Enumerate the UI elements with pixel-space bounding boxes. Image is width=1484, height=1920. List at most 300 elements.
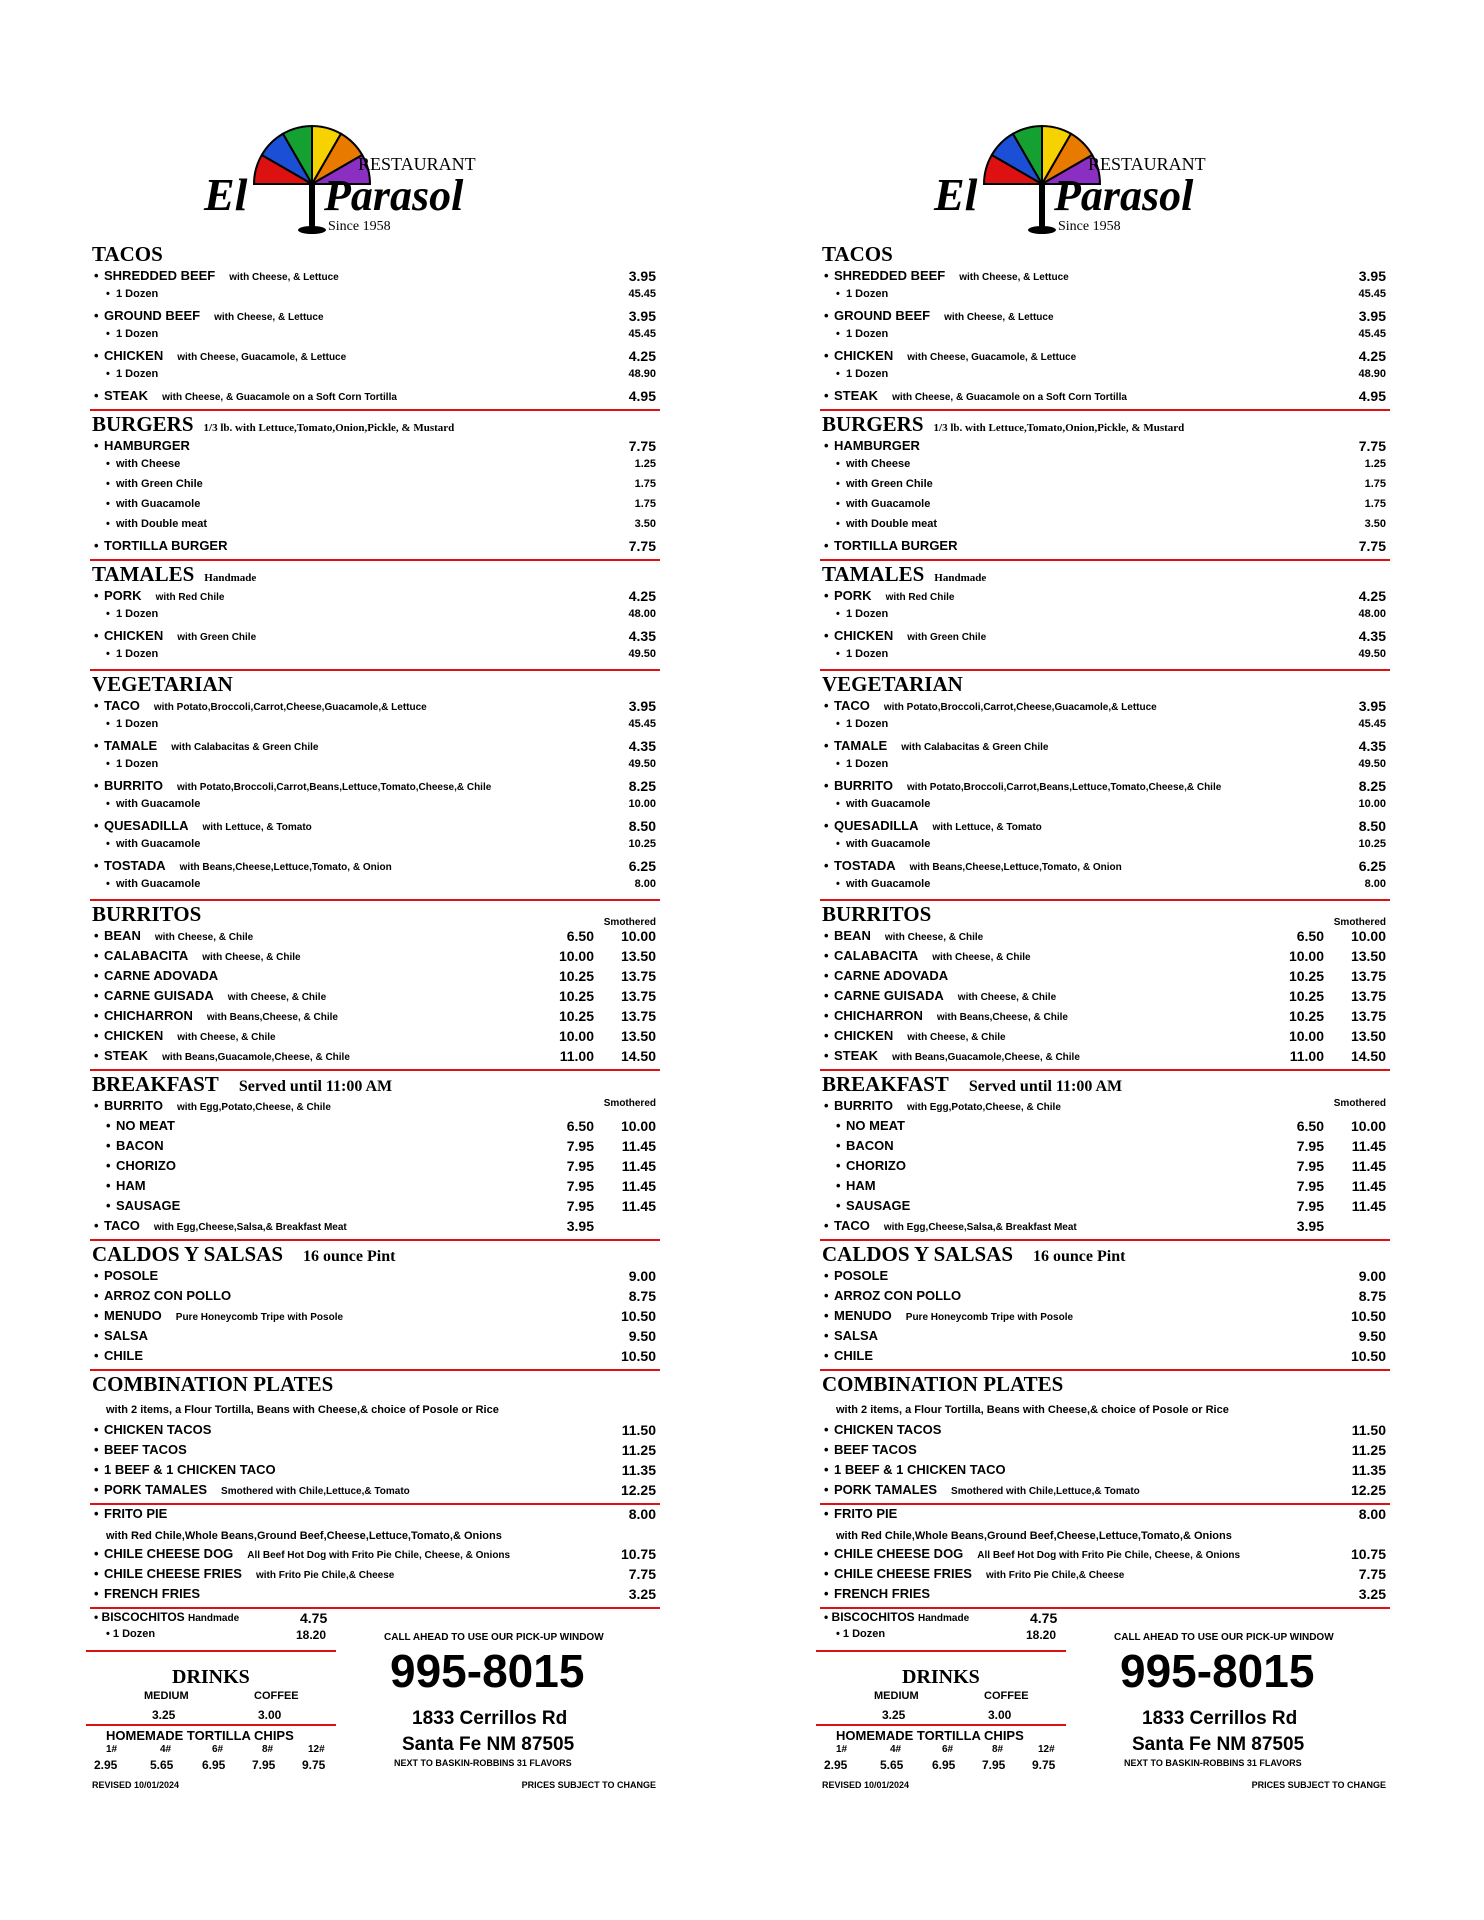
menu-item-desc: with Lettuce, & Tomato bbox=[202, 822, 312, 833]
logo-el: El bbox=[934, 169, 978, 220]
drinks-medium-label: MEDIUM bbox=[144, 1690, 189, 1702]
menu-subitem-name: • 1 Dozen bbox=[106, 648, 159, 660]
bullet-icon: • bbox=[94, 738, 99, 753]
bullet-icon: • bbox=[94, 308, 99, 323]
el-parasol-logo bbox=[930, 118, 1260, 236]
menu-item-name: • QUESADILLA bbox=[824, 818, 919, 833]
menu-item bbox=[90, 1328, 660, 1348]
menu-item-desc: with Frito Pie Chile,& Cheese bbox=[985, 1570, 1125, 1581]
menu-item-desc: with Frito Pie Chile,& Cheese bbox=[255, 1570, 395, 1581]
menu-item bbox=[90, 1008, 660, 1028]
bullet-icon: • bbox=[94, 1308, 99, 1323]
menu-item-price: 10.25 bbox=[558, 988, 594, 1004]
menu-item bbox=[90, 1462, 660, 1482]
section-title: BURGERS 1/3 lb. with Lettuce,Tomato,Onion,Pickle, & Mustard bbox=[90, 412, 660, 438]
menu-item-name: • STEAK bbox=[824, 1048, 879, 1063]
menu-item-name: • FRITO PIE bbox=[824, 1506, 898, 1521]
menu-subitem bbox=[820, 648, 1390, 668]
logo-restaurant: RESTAURANT bbox=[358, 154, 476, 174]
breakfast-option: • NO MEAT 6.50 10.00 bbox=[106, 1118, 656, 1134]
bullet-icon: • bbox=[824, 1348, 829, 1363]
menu-item-price: 10.75 bbox=[1350, 1546, 1386, 1562]
bullet-icon: • bbox=[824, 1328, 829, 1343]
breakfast-option: • SAUSAGE 7.95 11.45 bbox=[106, 1198, 656, 1214]
menu-item-desc: with Calabacitas & Green Chile bbox=[171, 742, 319, 753]
menu-item bbox=[820, 1566, 1390, 1586]
bullet-icon: • bbox=[94, 1048, 99, 1063]
menu-item-price: 10.50 bbox=[1350, 1348, 1386, 1364]
bullet-icon: • bbox=[824, 1048, 829, 1063]
address-line-2: Santa Fe NM 87505 bbox=[1132, 1734, 1305, 1755]
menu-subitem-price: 3.50 bbox=[1364, 518, 1386, 530]
menu-item-name: • TAMALE bbox=[824, 738, 888, 753]
menu-item bbox=[820, 1028, 1390, 1048]
section-title: COMBINATION PLATES bbox=[822, 1372, 1064, 1396]
menu-item-smothered-price: 13.50 bbox=[1350, 948, 1386, 964]
breakfast-option: • NO MEAT 6.50 10.00 bbox=[836, 1118, 1386, 1134]
section-title: BURRITOS Smothered bbox=[820, 902, 1390, 928]
menu-item bbox=[820, 1328, 1390, 1348]
menu-subitem-name: • with Guacamole bbox=[106, 798, 201, 810]
section-divider bbox=[90, 899, 660, 901]
umbrella-pole bbox=[1039, 182, 1045, 228]
menu-subitem bbox=[90, 838, 660, 858]
menu-subitem bbox=[90, 288, 660, 308]
chips-price: 5.65 bbox=[880, 1758, 904, 1772]
biscochitos-price: 4.75 bbox=[300, 1610, 328, 1626]
menu-item-name: • PORK bbox=[824, 588, 872, 603]
menu-item-price: 8.25 bbox=[1358, 778, 1386, 794]
chips-price: 9.75 bbox=[1032, 1758, 1056, 1772]
bullet-icon: • bbox=[824, 928, 829, 943]
bullet-icon: • bbox=[94, 588, 99, 603]
menu-item-name: • TACO bbox=[824, 698, 870, 713]
menu-item-smothered-price: 10.00 bbox=[620, 928, 656, 944]
revised-date: REVISED 10/01/2024 bbox=[822, 1780, 910, 1790]
bullet-icon: • bbox=[94, 1348, 99, 1363]
umbrella-base bbox=[1028, 226, 1056, 234]
menu-subitem-price: 10.00 bbox=[628, 798, 656, 810]
menu-subitem bbox=[90, 798, 660, 818]
menu-item-name: • GROUND BEEF bbox=[824, 308, 931, 323]
menu-item-price: 3.95 bbox=[628, 308, 656, 324]
section-divider bbox=[90, 669, 660, 671]
menu-item bbox=[90, 948, 660, 968]
menu-item-price: 8.00 bbox=[1358, 1506, 1386, 1522]
menu-item-price: 11.50 bbox=[621, 1422, 656, 1438]
biscochitos-dozen: • 1 Dozen bbox=[836, 1628, 886, 1640]
menu-subitem-price: 45.45 bbox=[628, 328, 656, 340]
call-ahead: CALL AHEAD TO USE OUR PICK-UP WINDOW bbox=[1114, 1632, 1334, 1643]
menu-item-desc: Smothered with Chile,Lettuce,& Tomato bbox=[221, 1486, 410, 1497]
breakfast-option: • HAM 7.95 11.45 bbox=[106, 1178, 656, 1194]
menu-item-name: • SHREDDED BEEF bbox=[94, 268, 216, 283]
menu-item-price: 4.95 bbox=[628, 388, 656, 404]
menu-item bbox=[90, 1482, 660, 1502]
menu-item-name: • CHICHARRON bbox=[94, 1008, 193, 1023]
menu-item: • TACO with Egg,Cheese,Salsa,& Breakfast Meat 3.95 bbox=[94, 1218, 594, 1234]
bullet-icon: • bbox=[824, 1566, 829, 1581]
menu-item-smothered-price: 13.75 bbox=[1350, 988, 1386, 1004]
bullet-icon: • bbox=[94, 948, 99, 963]
menu-item-price: 7.75 bbox=[1358, 538, 1386, 554]
menu-subitem bbox=[820, 718, 1390, 738]
bullet-icon: • bbox=[824, 1308, 829, 1323]
section-divider bbox=[820, 669, 1390, 671]
menu-item-name: • MENUDO bbox=[824, 1308, 892, 1323]
smothered-label: Smothered bbox=[603, 917, 656, 928]
menu-subitem bbox=[90, 368, 660, 388]
menu-item-price: 11.35 bbox=[621, 1462, 656, 1478]
section-divider bbox=[90, 1069, 660, 1071]
menu-item bbox=[820, 628, 1390, 648]
menu-item-desc: with Beans,Guacamole,Cheese, & Chile bbox=[892, 1052, 1080, 1063]
drinks-divider-top bbox=[86, 1650, 336, 1652]
menu-item-name: • TORTILLA BURGER bbox=[94, 538, 228, 553]
chips-size: 12# bbox=[308, 1744, 325, 1755]
menu-item-name: • PORK bbox=[94, 588, 142, 603]
menu-item-desc: with Cheese, & Chile bbox=[154, 932, 254, 943]
menu-item-name: • PORK TAMALES bbox=[94, 1482, 208, 1497]
menu-item-name: • QUESADILLA bbox=[94, 818, 189, 833]
logo-since: Since 1958 bbox=[328, 219, 391, 234]
menu-item bbox=[90, 988, 660, 1008]
menu-item-price: 3.95 bbox=[1358, 698, 1386, 714]
prices-note: PRICES SUBJECT TO CHANGE bbox=[521, 1780, 656, 1790]
menu-item-name: • ARROZ CON POLLO bbox=[94, 1288, 232, 1303]
menu-item-desc: with Green Chile bbox=[177, 632, 257, 643]
bullet-icon: • bbox=[824, 858, 829, 873]
menu-item bbox=[90, 1308, 660, 1328]
section-title: CALDOS Y SALSAS 16 ounce Pint bbox=[90, 1242, 660, 1268]
bullet-icon: • bbox=[824, 268, 829, 283]
menu-item bbox=[90, 628, 660, 648]
address-line-1: 1833 Cerrillos Rd bbox=[412, 1708, 568, 1729]
section-subtitle: 1/3 lb. with Lettuce,Tomato,Onion,Pickle, & Mustard bbox=[933, 422, 1185, 434]
drinks-title: DRINKS bbox=[902, 1666, 980, 1688]
bullet-icon: • bbox=[94, 538, 99, 553]
menu-subitem-price: 1.75 bbox=[634, 498, 656, 510]
bullet-icon: • bbox=[94, 628, 99, 643]
menu-subitem bbox=[820, 608, 1390, 628]
bullet-icon: • bbox=[824, 818, 829, 833]
menu-item-desc: with Cheese, & Chile bbox=[884, 932, 984, 943]
menu-item-desc: with Red Chile bbox=[885, 592, 955, 603]
menu-item-price: 10.25 bbox=[1288, 988, 1324, 1004]
menu-subitem bbox=[90, 458, 660, 478]
menu-item bbox=[820, 348, 1390, 368]
menu-subitem-name: • with Guacamole bbox=[106, 498, 201, 510]
menu-item-name: • 1 BEEF & 1 CHICKEN TACO bbox=[824, 1462, 1006, 1477]
menu-item-name: • SALSA bbox=[94, 1328, 149, 1343]
menu-item-price: 12.25 bbox=[620, 1482, 656, 1498]
menu-item-name: • HAMBURGER bbox=[94, 438, 190, 453]
menu-item bbox=[820, 268, 1390, 288]
menu-subitem-price: 49.50 bbox=[628, 648, 656, 660]
menu-item-smothered-price: 13.75 bbox=[1350, 1008, 1386, 1024]
section-title: CALDOS Y SALSAS 16 ounce Pint bbox=[820, 1242, 1390, 1268]
menu-item-price: 8.75 bbox=[1358, 1288, 1386, 1304]
chips-size: 1# bbox=[106, 1744, 118, 1755]
menu-item-name: • TORTILLA BURGER bbox=[824, 538, 958, 553]
menu-subitem bbox=[90, 498, 660, 518]
bullet-icon: • bbox=[94, 858, 99, 873]
bullet-icon: • bbox=[94, 348, 99, 363]
menu-item bbox=[90, 1048, 660, 1068]
menu-item-desc: with Red Chile bbox=[155, 592, 225, 603]
section-title: BURGERS 1/3 lb. with Lettuce,Tomato,Onion,Pickle, & Mustard bbox=[820, 412, 1390, 438]
bullet-icon: • bbox=[94, 698, 99, 713]
menu-subitem-name: • with Cheese bbox=[836, 458, 911, 470]
menu-item-name: • PORK TAMALES bbox=[824, 1482, 938, 1497]
bullet-icon: • bbox=[824, 1462, 829, 1477]
menu-subitem bbox=[820, 518, 1390, 538]
menu-item-price: 9.00 bbox=[628, 1268, 656, 1284]
menu-item-name: • BEAN bbox=[824, 928, 871, 943]
menu-item bbox=[820, 308, 1390, 328]
bullet-icon: • bbox=[94, 1506, 99, 1521]
menu-item-price: 6.25 bbox=[628, 858, 656, 874]
menu-item-name: • 1 BEEF & 1 CHICKEN TACO bbox=[94, 1462, 276, 1477]
menu-item-price: 6.50 bbox=[1296, 928, 1324, 944]
menu-item-desc: with Cheese, & Chile bbox=[932, 952, 1031, 963]
menu-item bbox=[820, 1348, 1390, 1368]
menu-item-desc: with Potato,Broccoli,Carrot,Cheese,Guacamole,& Lettuce bbox=[883, 702, 1157, 713]
menu-subitem-price: 49.50 bbox=[628, 758, 656, 770]
menu-item-name: • CARNE ADOVADA bbox=[824, 968, 949, 983]
chips-price: 6.95 bbox=[932, 1758, 956, 1772]
menu-item-price: 7.75 bbox=[1358, 1566, 1386, 1582]
chips-price: 7.95 bbox=[252, 1758, 276, 1772]
bullet-icon: • bbox=[824, 1506, 829, 1521]
menu-item bbox=[90, 268, 660, 288]
menu-subitem bbox=[820, 498, 1390, 518]
section-subtitle: 16 ounce Pint bbox=[303, 1248, 396, 1265]
section-divider bbox=[820, 559, 1390, 561]
menu-subitem-price: 49.50 bbox=[1358, 648, 1386, 660]
menu-item-name: • ARROZ CON POLLO bbox=[824, 1288, 962, 1303]
menu-subitem-name: • with Double meat bbox=[106, 518, 208, 530]
section-subtitle: Handmade bbox=[934, 572, 987, 584]
menu-item bbox=[90, 928, 660, 948]
bullet-icon: • bbox=[824, 1586, 829, 1601]
menu-item-desc: with Cheese, & Chile bbox=[957, 992, 1057, 1003]
menu-item-name: • SHREDDED BEEF bbox=[824, 268, 946, 283]
frito-note: with Red Chile,Whole Beans,Ground Beef,Cheese,Lettuce,Tomato,& Onions bbox=[106, 1530, 502, 1542]
section-title: TACOS bbox=[92, 242, 163, 266]
biscochitos: • BISCOCHITOS Handmade bbox=[824, 1610, 970, 1624]
menu-item-smothered-price: 14.50 bbox=[1350, 1048, 1386, 1064]
menu-item bbox=[90, 1546, 660, 1566]
menu-panel bbox=[820, 118, 1390, 1798]
menu-subitem bbox=[820, 798, 1390, 818]
menu-subitem-name: • 1 Dozen bbox=[106, 718, 159, 730]
menu-item bbox=[820, 988, 1390, 1008]
bullet-icon: • bbox=[824, 1546, 829, 1561]
menu-subitem-price: 45.45 bbox=[628, 288, 656, 300]
drinks-title: DRINKS bbox=[172, 1666, 250, 1688]
menu-subitem-price: 8.00 bbox=[1364, 878, 1386, 890]
menu-item-price: 8.25 bbox=[628, 778, 656, 794]
menu-item-price: 7.75 bbox=[1358, 438, 1386, 454]
menu-subitem bbox=[820, 368, 1390, 388]
bullet-icon: • bbox=[94, 818, 99, 833]
menu-item-desc: with Calabacitas & Green Chile bbox=[901, 742, 1049, 753]
section-subtitle: 1/3 lb. with Lettuce,Tomato,Onion,Pickle, & Mustard bbox=[203, 422, 455, 434]
menu-item bbox=[820, 1482, 1390, 1502]
phone-number: 995-8015 bbox=[390, 1645, 585, 1697]
menu-item-desc: All Beef Hot Dog with Frito Pie Chile, Cheese, & Onions bbox=[977, 1550, 1241, 1561]
menu-item-price: 3.95 bbox=[1358, 308, 1386, 324]
menu-item-smothered-price: 13.75 bbox=[620, 988, 656, 1004]
frito-note: with Red Chile,Whole Beans,Ground Beef,Cheese,Lettuce,Tomato,& Onions bbox=[836, 1530, 1232, 1542]
menu-item-name: • BURRITO bbox=[94, 778, 163, 793]
menu-subitem-name: • with Cheese bbox=[106, 458, 181, 470]
menu-subitem-name: • with Guacamole bbox=[836, 838, 931, 850]
menu-item bbox=[90, 1442, 660, 1462]
next-to: NEXT TO BASKIN-ROBBINS 31 FLAVORS bbox=[1124, 1758, 1302, 1768]
logo-el: El bbox=[204, 169, 248, 220]
bottom-block bbox=[90, 1610, 660, 1790]
menu-item-name: • CARNE ADOVADA bbox=[94, 968, 219, 983]
menu-item-price: 4.25 bbox=[628, 588, 656, 604]
menu-item bbox=[820, 538, 1390, 558]
menu-item-name: • BEEF TACOS bbox=[824, 1442, 917, 1457]
menu-item bbox=[820, 1268, 1390, 1288]
next-to: NEXT TO BASKIN-ROBBINS 31 FLAVORS bbox=[394, 1758, 572, 1768]
menu-item-price: 4.25 bbox=[1358, 348, 1386, 364]
menu-item-price: 6.25 bbox=[1358, 858, 1386, 874]
menu-item-name: • CALABACITA bbox=[94, 948, 189, 963]
bottom-block bbox=[820, 1610, 1390, 1790]
menu-subitem-name: • 1 Dozen bbox=[836, 608, 889, 620]
bullet-icon: • bbox=[824, 628, 829, 643]
menu-item: • TACO with Egg,Cheese,Salsa,& Breakfast Meat 3.95 bbox=[824, 1218, 1324, 1234]
menu-panel bbox=[90, 118, 660, 1798]
menu-item-name: • CHICHARRON bbox=[824, 1008, 923, 1023]
menu-item-desc: with Potato,Broccoli,Carrot,Beans,Lettuce,Tomato,Cheese,& Chile bbox=[906, 782, 1222, 793]
menu-item-desc: with Cheese, & Lettuce bbox=[959, 272, 1069, 283]
logo-parasol: Parasol bbox=[1054, 171, 1194, 220]
menu-subitem bbox=[90, 758, 660, 778]
section-divider bbox=[90, 1239, 660, 1241]
menu-item bbox=[820, 818, 1390, 838]
bullet-icon: • bbox=[824, 1008, 829, 1023]
menu-item-desc: with Cheese, & Lettuce bbox=[214, 312, 324, 323]
chips-sizes bbox=[820, 1744, 1070, 1774]
section-divider bbox=[820, 899, 1390, 901]
drinks-coffee-label: COFFEE bbox=[254, 1690, 299, 1702]
section-subtitle: Handmade bbox=[204, 572, 257, 584]
menu-item bbox=[820, 388, 1390, 408]
menu-item-desc: with Cheese, Guacamole, & Lettuce bbox=[907, 352, 1077, 363]
bullet-icon: • bbox=[824, 1288, 829, 1303]
bullet-icon: • bbox=[94, 1028, 99, 1043]
section-divider bbox=[90, 559, 660, 561]
menu-item bbox=[820, 1506, 1390, 1526]
menu-item-name: • CHICKEN bbox=[94, 628, 164, 643]
chips-price: 2.95 bbox=[824, 1758, 848, 1772]
menu-subitem-price: 49.50 bbox=[1358, 758, 1386, 770]
section-title: BURRITOS Smothered bbox=[90, 902, 660, 928]
chips-price: 7.95 bbox=[982, 1758, 1006, 1772]
menu-item-price: 4.35 bbox=[628, 628, 656, 644]
menu-item-desc: with Cheese, Guacamole, & Lettuce bbox=[177, 352, 347, 363]
breakfast-option: • CHORIZO 7.95 11.45 bbox=[106, 1158, 656, 1174]
menu-item bbox=[820, 1008, 1390, 1028]
menu-item bbox=[820, 1546, 1390, 1566]
menu-item bbox=[820, 1422, 1390, 1442]
menu-item-name: • CALABACITA bbox=[824, 948, 919, 963]
menu-item-name: • HAMBURGER bbox=[824, 438, 920, 453]
bullet-icon: • bbox=[94, 1268, 99, 1283]
menu-item-price: 6.50 bbox=[566, 928, 594, 944]
bullet-icon: • bbox=[824, 698, 829, 713]
bullet-icon: • bbox=[824, 388, 829, 403]
menu-item-name: • MENUDO bbox=[94, 1308, 162, 1323]
menu-item-price: 9.00 bbox=[1358, 1268, 1386, 1284]
menu-item bbox=[90, 388, 660, 408]
menu-item bbox=[820, 738, 1390, 758]
biscochitos: • BISCOCHITOS Handmade bbox=[94, 1610, 240, 1624]
bullet-icon: • bbox=[824, 1442, 829, 1457]
section-title: TACOS bbox=[822, 242, 893, 266]
menu-item-price: 10.25 bbox=[1288, 968, 1324, 984]
drinks-coffee-price: 3.00 bbox=[258, 1708, 282, 1722]
menu-item-smothered-price: 14.50 bbox=[620, 1048, 656, 1064]
menu-item-desc: with Cheese, & Chile bbox=[177, 1032, 276, 1043]
menu-item-name: • STEAK bbox=[94, 1048, 149, 1063]
menu-item-price: 4.35 bbox=[1358, 738, 1386, 754]
menu-item-smothered-price: 10.00 bbox=[1350, 928, 1386, 944]
menu-item bbox=[90, 818, 660, 838]
breakfast-option: • BACON 7.95 11.45 bbox=[106, 1138, 656, 1154]
bullet-icon: • bbox=[824, 948, 829, 963]
section-divider bbox=[90, 1369, 660, 1371]
section-subtitle: Served until 11:00 AM bbox=[238, 1078, 393, 1095]
section-subtitle: 16 ounce Pint bbox=[1033, 1248, 1126, 1265]
menu-subitem-price: 48.00 bbox=[1358, 608, 1386, 620]
menu-subitem-price: 1.75 bbox=[1364, 478, 1386, 490]
menu-item-name: • CARNE GUISADA bbox=[824, 988, 944, 1003]
menu-item bbox=[820, 948, 1390, 968]
umbrella-pole bbox=[309, 182, 315, 228]
menu-subitem-name: • 1 Dozen bbox=[836, 718, 889, 730]
menu-item-name: • TOSTADA bbox=[94, 858, 166, 873]
section-subtitle: Served until 11:00 AM bbox=[968, 1078, 1123, 1095]
menu-subitem-name: • 1 Dozen bbox=[836, 648, 889, 660]
bullet-icon: • bbox=[94, 1008, 99, 1023]
menu-subitem-name: • 1 Dozen bbox=[106, 758, 159, 770]
menu-item: • BURRITO with Egg,Potato,Cheese, & Chile Smothered bbox=[94, 1098, 656, 1113]
chips-size: 6# bbox=[942, 1744, 954, 1755]
prices-note: PRICES SUBJECT TO CHANGE bbox=[1251, 1780, 1386, 1790]
chips-price: 5.65 bbox=[150, 1758, 174, 1772]
menu-subitem-price: 48.00 bbox=[628, 608, 656, 620]
menu-item-desc: with Cheese, & Lettuce bbox=[229, 272, 339, 283]
menu-item-price: 10.50 bbox=[620, 1308, 656, 1324]
menu-subitem-name: • with Guacamole bbox=[106, 838, 201, 850]
menu-subitem-name: • 1 Dozen bbox=[106, 608, 159, 620]
menu-subitem-name: • 1 Dozen bbox=[836, 368, 889, 380]
bullet-icon: • bbox=[94, 388, 99, 403]
menu-item-price: 7.75 bbox=[628, 438, 656, 454]
chips-price: 9.75 bbox=[302, 1758, 326, 1772]
menu-item-desc: with Lettuce, & Tomato bbox=[932, 822, 1042, 833]
menu-subitem-price: 48.90 bbox=[1358, 368, 1386, 380]
menu-item-name: • STEAK bbox=[824, 388, 879, 403]
bullet-icon: • bbox=[94, 1288, 99, 1303]
